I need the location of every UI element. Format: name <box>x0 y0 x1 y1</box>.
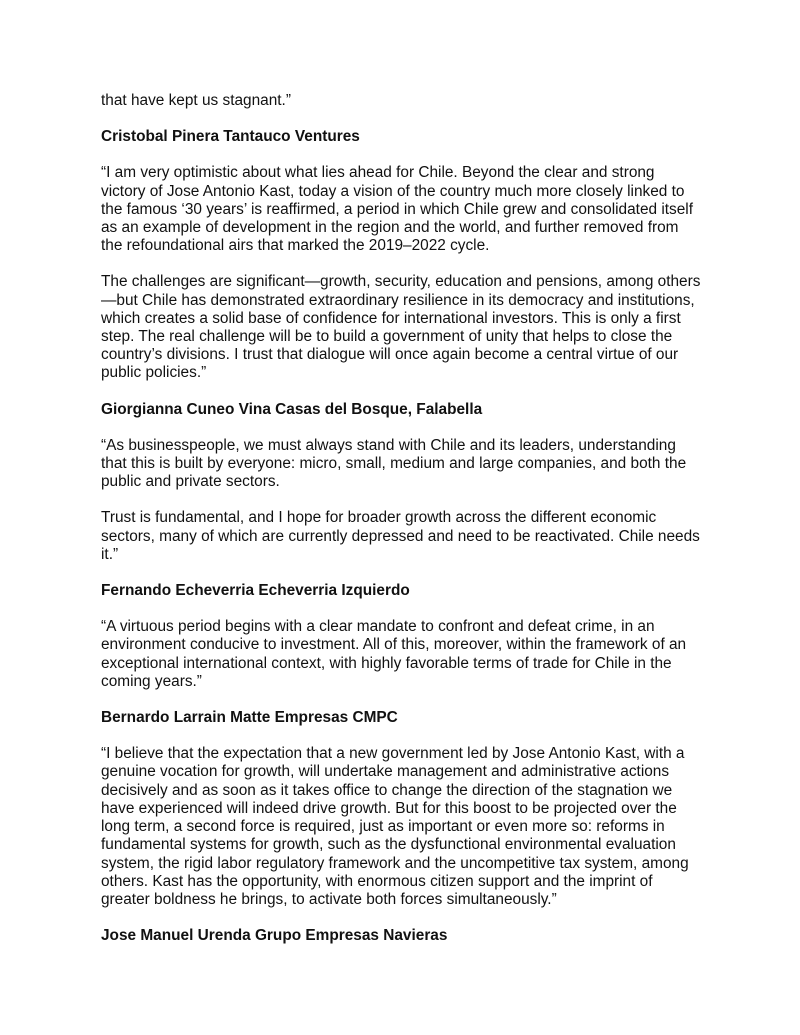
speaker-name: Fernando Echeverria Echeverria Izquierdo <box>101 582 410 600</box>
speaker-name: Giorgianna Cuneo Vina Casas del Bosque, Falabella <box>101 400 483 418</box>
intro-paragraph-tail: that have kept us stagnant.” <box>101 92 291 109</box>
quote-paragraph: “A virtuous period begins with a clear mandate to confront and defeat crime, in an environment conducive to investment. All of this, moreover, within the framework of an exceptional international context, with highly favorable terms of trade for Chile in the coming years.” <box>101 618 687 690</box>
speaker-name: Jose Manuel Urenda Grupo Empresas Navieras <box>101 927 448 945</box>
quote-paragraph: The challenges are significant—growth, security, education and pensions, among others—but Chile has demonstrated extraordinary resilience in its democracy and institutions, which creates a solid base of confidence for international investors. This is only a first step. The real challenge will be to build a government of unity that helps to close the country’s divisions. I trust that dialogue will once again become a central virtue of our public policies.” <box>101 273 701 382</box>
quote-paragraph: “As businesspeople, we must always stand with Chile and its leaders, understanding that this is built by everyone: micro, small, medium and large companies, and both the public and private sectors. <box>101 436 687 491</box>
quote-paragraph: Trust is fundamental, and I hope for broader growth across the different economic sectors, many of which are currently depressed and need to be reactivated. Chile needs it.” <box>101 509 700 563</box>
speaker-name: Bernardo Larrain Matte Empresas CMPC <box>101 709 398 727</box>
speaker-name: Cristobal Pinera Tantauco Ventures <box>101 128 360 146</box>
quote-paragraph: “I am very optimistic about what lies ahead for Chile. Beyond the clear and strong victory of Jose Antonio Kast, today a vision of the country much more closely linked to the famous ‘30 years’ is reaffirmed, a period in which Chile grew and consolidated itself as an example of development in the region and the world, and further removed from the refoundational airs that marked the 2019–2022 cycle. <box>101 164 693 255</box>
document-page <box>101 92 701 945</box>
quote-paragraph: “I believe that the expectation that a new government led by Jose Antonio Kast, with a genuine vocation for growth, will undertake management and administrative actions decisively and as soon as it takes office to change the direction of the stagnation we have experienced will indeed drive growth. But for this boost to be projected over the long term, a second force is required, just as important or even more so: reforms in fundamental systems for growth, such as the dysfunctional environmental evaluation system, the rigid labor regulatory framework and the uncompetitive tax system, among others. Kast has the opportunity, with enormous citizen support and the imprint of greater boldness he brings, to activate both forces simultaneously.” <box>101 745 689 908</box>
